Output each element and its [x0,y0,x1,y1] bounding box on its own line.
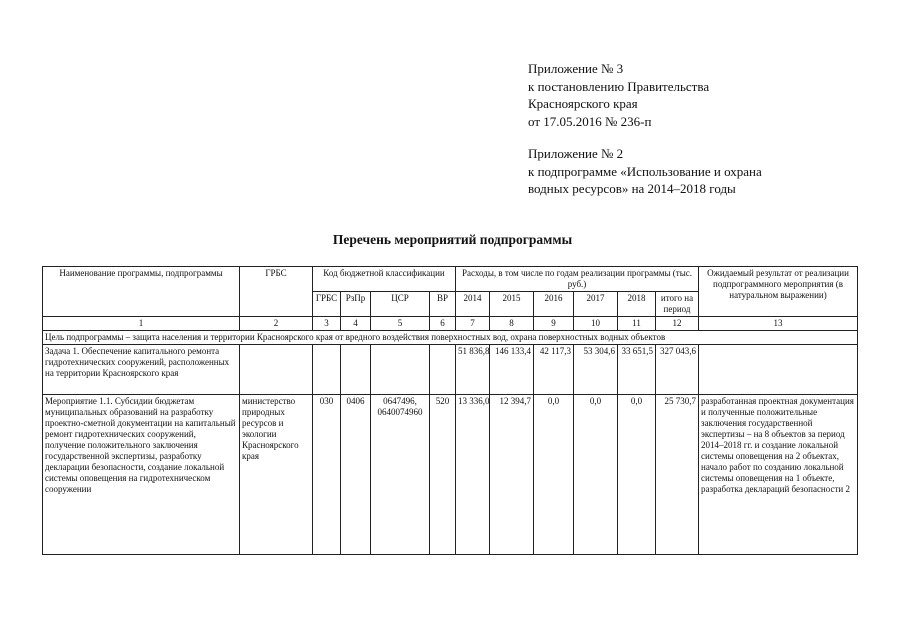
measure-rzpr: 0406 [341,395,371,555]
task-row [43,345,858,395]
col-number: 3 [313,317,341,331]
subheader-csr: ЦСР [371,292,430,317]
subprogram-goal: Цель подпрограммы – защита населения и территории Красноярского края от вредного воздействия поверхностных вод, охрана поверхностных водных объектов [43,331,858,345]
measure-csr: 0647496, 0640074960 [371,395,430,555]
col-number: 1 [43,317,240,331]
task-result [699,345,858,395]
appendix-2-line-1: Приложение № 2 [528,146,624,161]
subheader-2018: 2018 [618,292,656,317]
appendix-3-line-3: Красноярского края [528,96,638,111]
subheader-vr: ВР [430,292,456,317]
column-number-row [43,317,858,331]
measure-2014: 13 336,0 [456,395,490,555]
header-name: Наименование программы, подпрограммы [43,267,240,317]
measure-2017: 0,0 [574,395,618,555]
document-title: Перечень мероприятий подпрограммы [332,232,573,247]
appendix-3-line-2: к постановлению Правительства [528,78,710,94]
appendix-2-header [528,145,762,198]
header-budget-code: Код бюджетной классификации [313,267,456,292]
appendix-3-line-1: Приложение № 3 [528,61,624,76]
task-2017: 53 304,6 [574,345,618,395]
measure-2018: 0,0 [618,395,656,555]
header-expenses: Расходы, в том числе по годам реализации программы (тыс. руб.) [456,267,699,292]
appendix-2-line-3: водных ресурсов» на 2014–2018 годы [528,181,736,196]
col-number: 4 [341,317,371,331]
task-name: Задача 1. Обеспечение капитального ремонта гидротехнических сооружений, расположенных на территории Красноярского края [43,345,240,395]
task-grbs [313,345,341,395]
col-number: 13 [699,317,858,331]
task-2014: 51 836,8 [456,345,490,395]
appendix-3-line-4: от 17.05.2016 № 236-п [528,113,652,129]
header-grbs: ГРБС [240,267,313,317]
appendix-3-header [528,60,709,130]
measure-grbs: 030 [313,395,341,555]
task-rzpr [341,345,371,395]
subheader-2015: 2015 [490,292,534,317]
col-number: 8 [490,317,534,331]
measure-total: 25 730,7 [656,395,699,555]
col-number: 10 [574,317,618,331]
task-2016: 42 117,3 [534,345,574,395]
subheader-2014: 2014 [456,292,490,317]
col-number: 6 [430,317,456,331]
task-2018: 33 651,5 [618,345,656,395]
col-number: 12 [656,317,699,331]
subheader-2017: 2017 [574,292,618,317]
subheader-rzpr: РзПр [341,292,371,317]
subheader-grbs: ГРБС [313,292,341,317]
goal-row [43,331,858,345]
measure-name: Мероприятие 1.1. Субсидии бюджетам муниципальных образований на разработку проектно-сметной документации на капитальный ремонт гидротехнических сооружений, получение положительного заключения государственной экспертизы, разработку декларации безопасности, создание локальной системы оповещения на гидротехническом сооружении [43,395,240,555]
col-number: 2 [240,317,313,331]
measure-vr: 520 [430,395,456,555]
subheader-total: итого на период [656,292,699,317]
col-number: 11 [618,317,656,331]
task-vr [430,345,456,395]
col-number: 5 [371,317,430,331]
col-number: 7 [456,317,490,331]
task-csr [371,345,430,395]
measure-2016: 0,0 [534,395,574,555]
measures-table [42,266,858,555]
measure-result: разработанная проектная документация и полученные положительные заключения государственной экспертизы – на 8 объектов за период 2014–2018 гг. и создание локальной системы оповещения на 2 объектах, начало работ по созданию локальной системы оповещения на 1 объекте, разработка деклараций безопасности 2 [699,395,858,555]
measure-row [43,395,858,555]
appendix-2-line-2: к подпрограмме «Использование и охрана [528,163,762,179]
col-number: 9 [534,317,574,331]
measure-2015: 12 394,7 [490,395,534,555]
measure-grbs-name: министерство природных ресурсов и экологии Красноярского края [240,395,313,555]
task-grbs-name [240,345,313,395]
task-2015: 146 133,4 [490,345,534,395]
header-row-1 [43,267,858,292]
header-result: Ожидаемый результат от реализации подпрограммного мероприятия (в натуральном выражении) [699,267,858,317]
subheader-2016: 2016 [534,292,574,317]
task-total: 327 043,6 [656,345,699,395]
